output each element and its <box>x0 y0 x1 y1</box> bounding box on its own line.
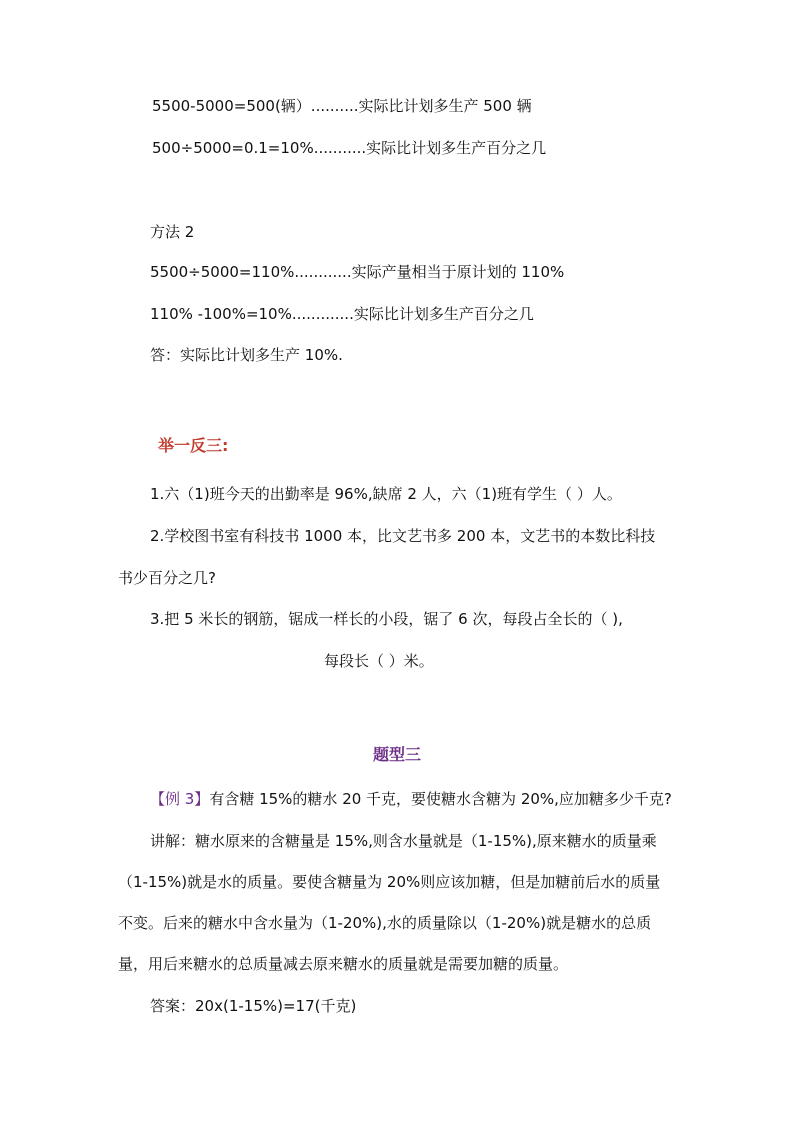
answer-line: 答案：20x(1-15%)=17(千克) <box>150 997 357 1015</box>
explain-line1: 讲解：糖水原来的含糖量是 15%,则含水量就是（1-15%),原来糖水的质量乘 <box>150 832 657 850</box>
explain-line4: 量，用后来糖水的总质量减去原来糖水的质量就是需要加糖的质量。 <box>118 955 569 973</box>
example-line <box>150 789 672 809</box>
method2-label: 方法 2 <box>150 223 195 241</box>
section-title: 题型三 <box>372 745 421 764</box>
practice-q3-line2: 每段长（ ）米。 <box>324 652 434 670</box>
method2-answer: 答：实际比计划多生产 10%. <box>150 346 343 364</box>
example-text: 有含糖 15%的糖水 20 千克，要使糖水含糖为 20%,应加糖多少千克? <box>209 790 672 808</box>
method1-line1: 5500-5000=500(辆）..........实际比计划多生产 500 辆 <box>152 97 532 115</box>
example-tag: 【例 3】 <box>150 790 210 808</box>
practice-heading: 举一反三: <box>158 436 229 455</box>
practice-q3-line1: 3.把 5 米长的钢筋，锯成一样长的小段，锯了 6 次，每段占全长的（ ), <box>150 610 623 628</box>
method1-line2: 500÷5000=0.1=10%...........实际比计划多生产百分之几 <box>152 139 547 157</box>
explain-line2: （1-15%)就是水的质量。要使含糖量为 20%则应该加糖，但是加糖前后水的质量 <box>118 873 661 891</box>
method2-line1: 5500÷5000=110%............实际产量相当于原计划的 110% <box>150 263 565 281</box>
practice-q2-line2: 书少百分之几? <box>118 569 216 587</box>
practice-q1: 1.六（1)班今天的出勤率是 96%,缺席 2 人，六（1)班有学生（ ）人。 <box>150 485 622 503</box>
practice-q2-line1: 2.学校图书室有科技书 1000 本，比文艺书多 200 本，文艺书的本数比科技 <box>150 527 656 545</box>
method2-line2: 110% -100%=10%.............实际比计划多生产百分之几 <box>150 305 534 323</box>
explain-line3: 不变。后来的糖水中含水量为（1-20%),水的质量除以（1-20%)就是糖水的总质 <box>118 914 652 932</box>
